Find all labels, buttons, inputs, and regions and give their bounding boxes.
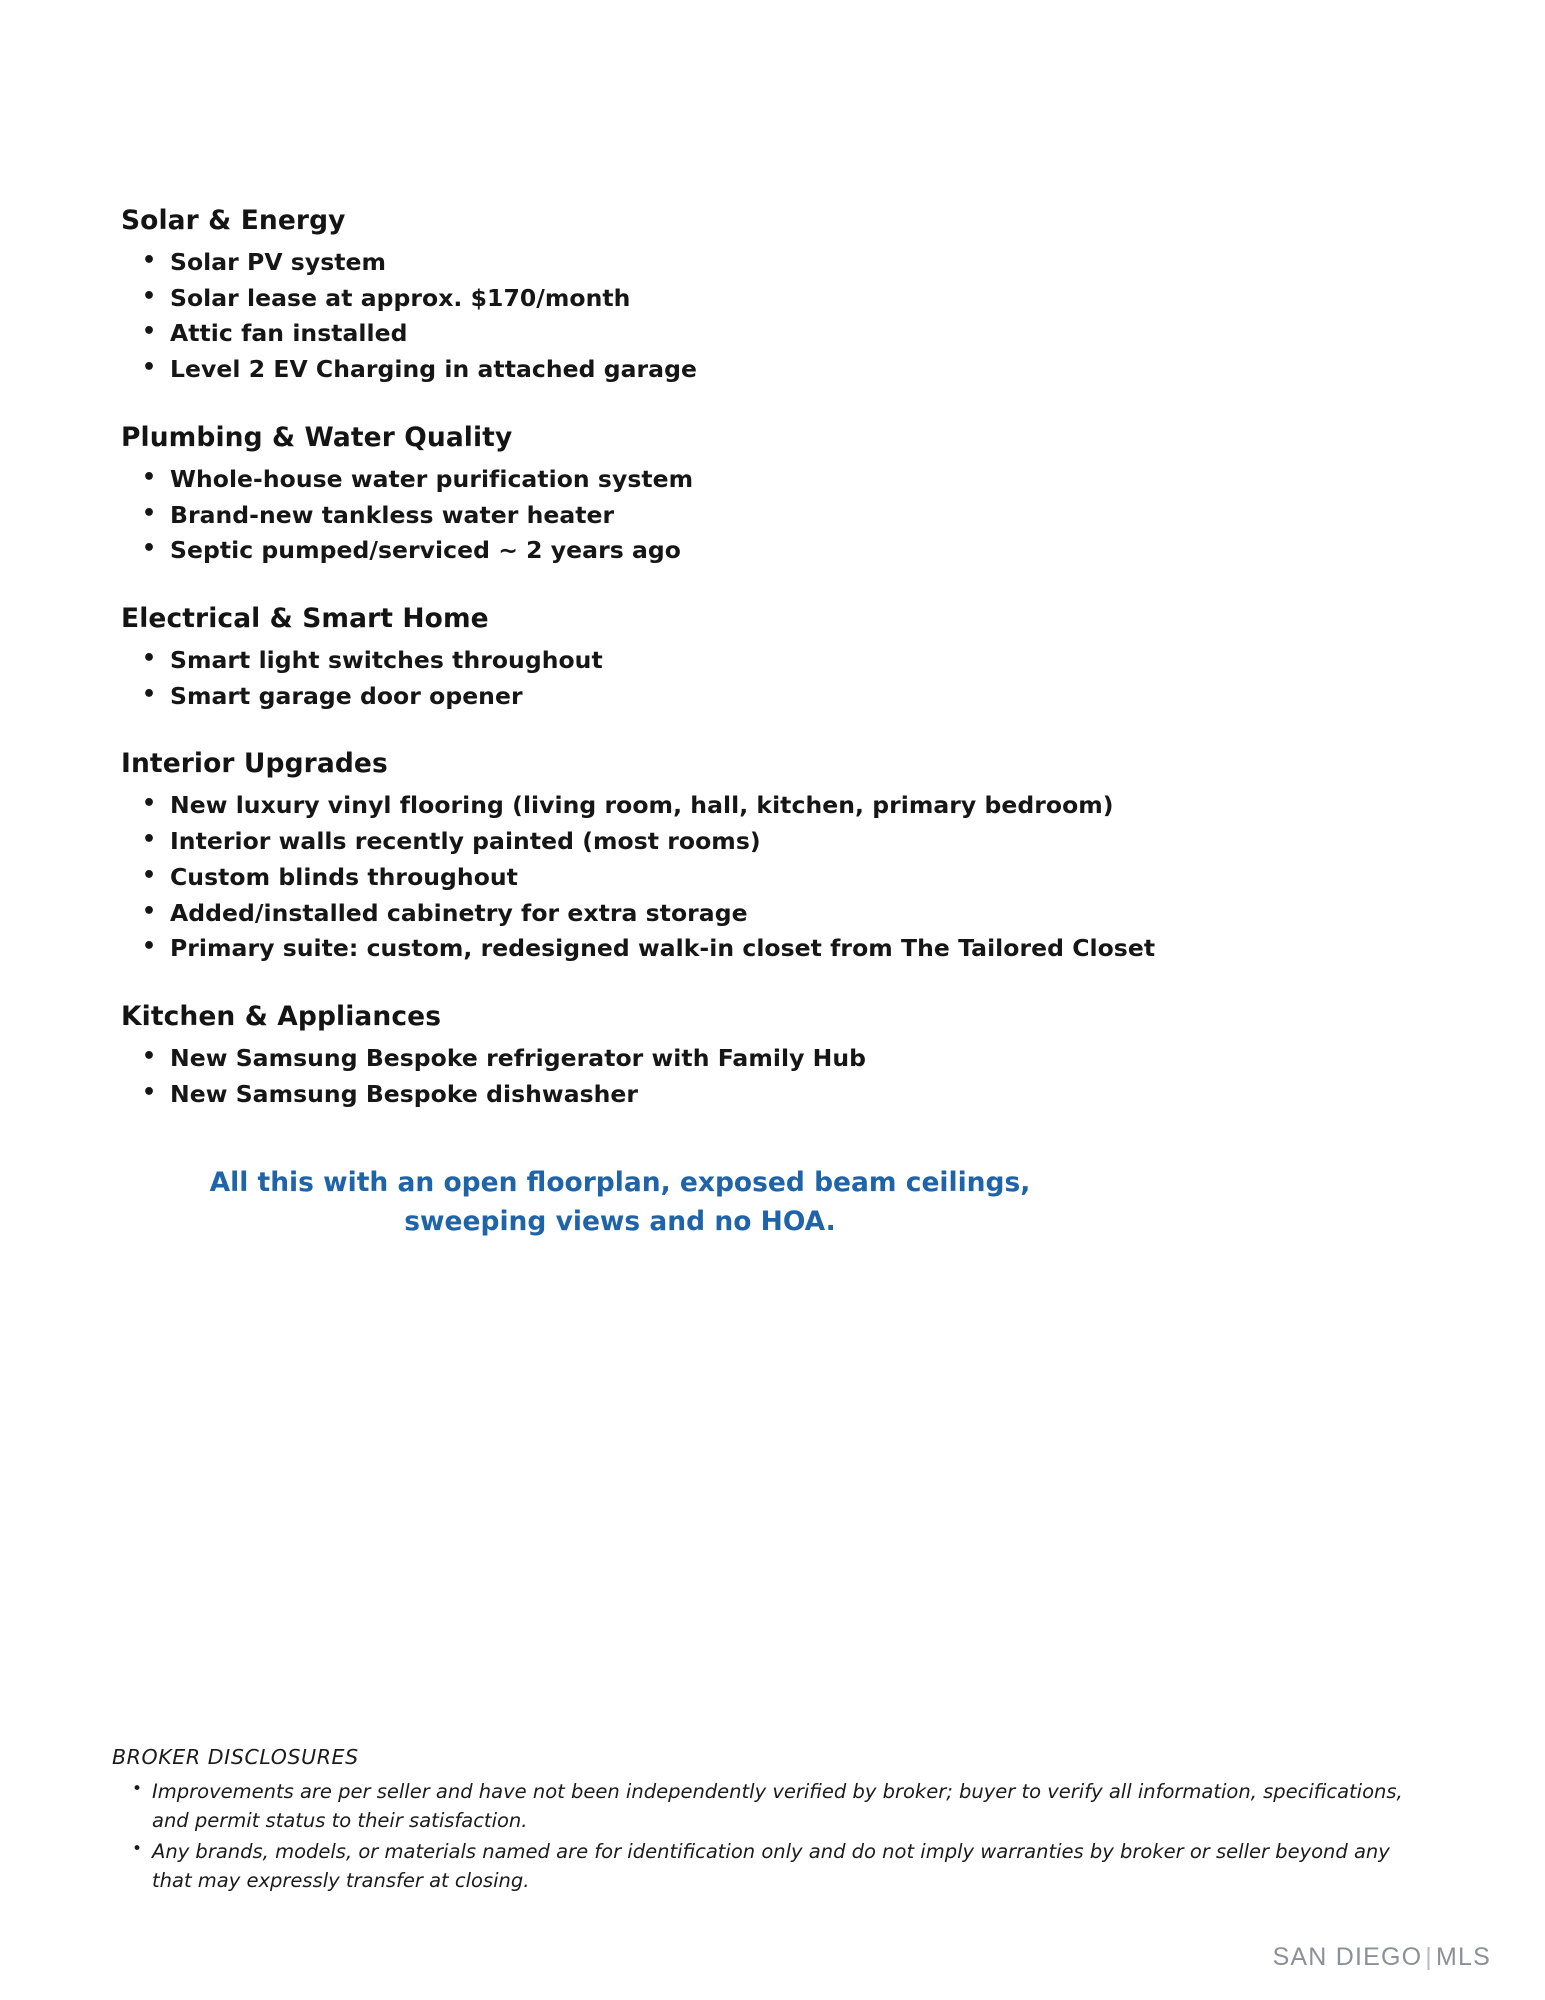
feature-list xyxy=(110,788,1400,967)
section-heading: Electrical & Smart Home xyxy=(121,603,489,635)
list-item: • New luxury vinyl flooring (living room, hall, kitchen, primary bedroom) xyxy=(110,788,1400,824)
closing-line-2: sweeping views and no HOA. xyxy=(404,1206,836,1238)
list-item: • Level 2 EV Charging in attached garage xyxy=(110,352,1400,388)
list-item: • Attic fan installed xyxy=(110,316,1400,352)
list-item: • Interior walls recently painted (most rooms) xyxy=(110,824,1400,860)
list-item: • New Samsung Bespoke refrigerator with Family Hub xyxy=(110,1041,1400,1077)
list-item: • Custom blinds throughout xyxy=(110,860,1400,896)
broker-disclosures xyxy=(110,1745,1405,1899)
feature-list xyxy=(110,462,1400,569)
section-kitchen-appliances xyxy=(110,1001,1400,1112)
list-item: • Solar lease at approx. $170/month xyxy=(110,281,1400,317)
feature-list xyxy=(110,1041,1400,1112)
closing-line-1: All this with an open floorplan, exposed beam ceilings, xyxy=(209,1166,1031,1198)
section-electrical-smart-home xyxy=(110,603,1400,714)
section-heading: Plumbing & Water Quality xyxy=(121,421,513,453)
section-heading: Interior Upgrades xyxy=(121,748,388,780)
list-item: • Smart light switches throughout xyxy=(110,643,1400,679)
section-plumbing-water-quality xyxy=(110,422,1400,569)
list-item: • Primary suite: custom, redesigned walk-in closet from The Tailored Closet xyxy=(110,931,1400,967)
san-diego-mls-logo xyxy=(1273,1943,1491,1972)
feature-list xyxy=(110,245,1400,388)
list-item: • Solar PV system xyxy=(110,245,1400,281)
section-solar-energy xyxy=(110,205,1400,388)
list-item: • Smart garage door opener xyxy=(110,679,1400,715)
list-item: • Whole-house water purification system xyxy=(110,462,1400,498)
disclosures-title: BROKER DISCLOSURES xyxy=(112,1745,359,1769)
section-interior-upgrades xyxy=(110,748,1400,967)
list-item: • New Samsung Bespoke dishwasher xyxy=(110,1077,1400,1113)
disclosures-list xyxy=(110,1778,1405,1896)
list-item: • Septic pumped/serviced ~ 2 years ago xyxy=(110,533,1400,569)
list-item: • Added/installed cabinetry for extra storage xyxy=(110,896,1400,932)
closing-statement xyxy=(110,1163,1130,1243)
logo-text-right: MLS xyxy=(1435,1943,1491,1971)
logo-separator: | xyxy=(1425,1943,1433,1971)
list-item: • Any brands, models, or materials named are for identification only and do not imply warranties by broker or seller beyond any that may expressly transfer at closing. xyxy=(110,1838,1405,1895)
list-item: • Improvements are per seller and have not been independently verified by broker; buyer to verify all information, specifications, and permit status to their satisfaction. xyxy=(110,1778,1405,1835)
feature-list xyxy=(110,643,1400,714)
logo-text-left: SAN DIEGO xyxy=(1272,1943,1423,1971)
section-heading: Solar & Energy xyxy=(121,205,346,236)
list-item: • Brand-new tankless water heater xyxy=(110,498,1400,534)
section-heading: Kitchen & Appliances xyxy=(121,1001,442,1033)
features-content xyxy=(110,205,1400,1242)
